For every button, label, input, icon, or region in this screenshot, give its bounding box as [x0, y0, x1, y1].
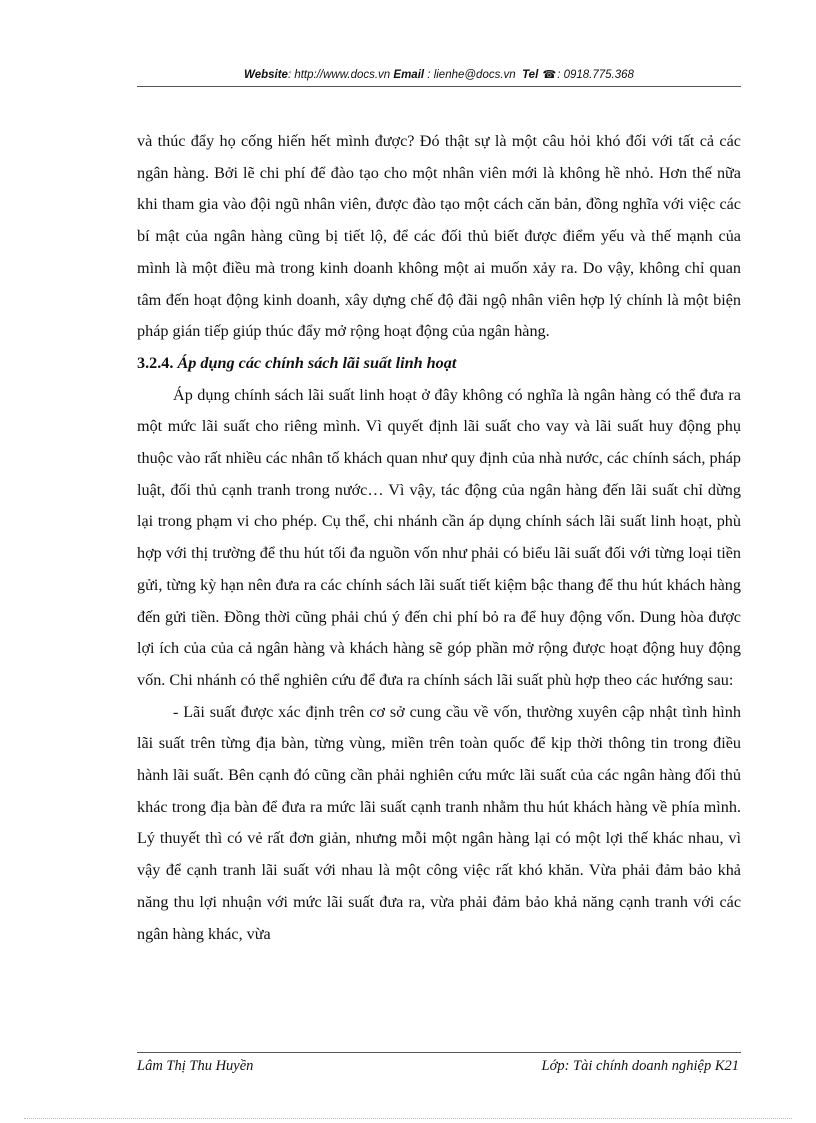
- section-title: Áp dụng các chính sách lãi suất linh hoạt: [173, 353, 457, 372]
- section-heading: [137, 348, 741, 380]
- footer-class: Lớp: Tài chính doanh nghiệp K21: [541, 1058, 739, 1074]
- tel-value: : 0918.775.368: [557, 69, 634, 81]
- paragraph-interest-direction: - Lãi suất được xác định trên cơ sở cung cầu về vốn, thường xuyên cập nhật tình hình lãi suất trên từng địa bàn, từng vùng, miền trên toàn quốc để kịp thời thông tin trong điều hành lãi suất. Bên cạnh đó cũng cần phải nghiên cứu mức lãi suất của các ngân hàng đối thủ khác trong địa bàn để đưa ra mức lãi suất cạnh tranh nhằm thu hút khách hàng về phía mình. Lý thuyết thì có vẻ rất đơn giản, nhưng mỗi một ngân hàng lại có một lợi thế khác nhau, vì vậy để cạnh tranh lãi suất với nhau là một công việc rất khó khăn. Vừa phải đảm bảo khả năng thu lợi nhuận với mức lãi suất đưa ra, vừa phải đảm bảo khả năng cạnh tranh với các ngân hàng khác, vừa: [137, 702, 741, 943]
- section-number: 3.2.4.: [137, 353, 174, 372]
- website-url[interactable]: http://www.docs.vn: [294, 69, 391, 81]
- email-label: Email: [393, 69, 425, 81]
- page-footer: [137, 1052, 741, 1079]
- footer-author: Lâm Thị Thu Huyền: [137, 1058, 254, 1074]
- paragraph-continuation: và thúc đẩy họ cống hiến hết mình được? Đó thật sự là một câu hỏi khó đối với tất cả các ngân hàng. Bởi lẽ chi phí để đào tạo cho một nhân viên mới là không hề nhỏ. Hơn thế nữa khi tham gia vào đội ngũ nhân viên, được đào tạo một cách căn bản, đồng nghĩa với việc các bí mật của ngân hàng cũng bị tiết lộ, để các đối thủ biết được điểm yếu và thế mạnh của mình là một điều mà trong kinh doanh không một ai muốn xảy ra. Do vậy, không chỉ quan tâm đến hoạt động kinh doanh, xây dựng chế độ đãi ngộ nhân viên hợp lý chính là một biện pháp gián tiếp giúp thúc đẩy mở rộng hoạt động của ngân hàng.: [137, 132, 741, 341]
- page-header: [137, 64, 741, 87]
- tel-label: Tel: [522, 69, 539, 81]
- paragraph-interest-policy: Áp dụng chính sách lãi suất linh hoạt ở đây không có nghĩa là ngân hàng có thể đưa ra một mức lãi suất cho riêng mình. Vì quyết định lãi suất cho vay và lãi suất huy động phụ thuộc vào rất nhiều các nhân tố khách quan như quy định của nhà nước, các chính sách, pháp luật, đối thủ cạnh tranh trong nước… Vì vậy, tác động của ngân hàng đến lãi suất chỉ dừng lại trong phạm vi cho phép. Cụ thể, chi nhánh cần áp dụng chính sách lãi suất linh hoạt, phù hợp với thị trường để thu hút tối đa nguồn vốn như phải có biểu lãi suất đối với từng loại tiền gửi, từng kỳ hạn nên đưa ra các chính sách lãi suất tiết kiệm bậc thang để thu hút khách hàng đến gửi tiền. Đồng thời cũng phải chú ý đến chi phí bỏ ra để huy động vốn. Dung hòa được lợi ích của của cả ngân hàng và khách hàng sẽ góp phần mở rộng được hoạt động huy động vốn. Chi nhánh có thể nghiên cứu để đưa ra chính sách lãi suất phù hợp theo các hướng sau:: [137, 385, 741, 689]
- body-text: [137, 126, 741, 950]
- page-edge-divider: [24, 1118, 792, 1119]
- website-label: Website: [244, 69, 288, 81]
- phone-icon: ☎: [542, 69, 557, 81]
- website-separator: :: [287, 69, 295, 81]
- email-separator: :: [424, 69, 434, 81]
- email-value[interactable]: lienhe@docs.vn: [433, 69, 516, 81]
